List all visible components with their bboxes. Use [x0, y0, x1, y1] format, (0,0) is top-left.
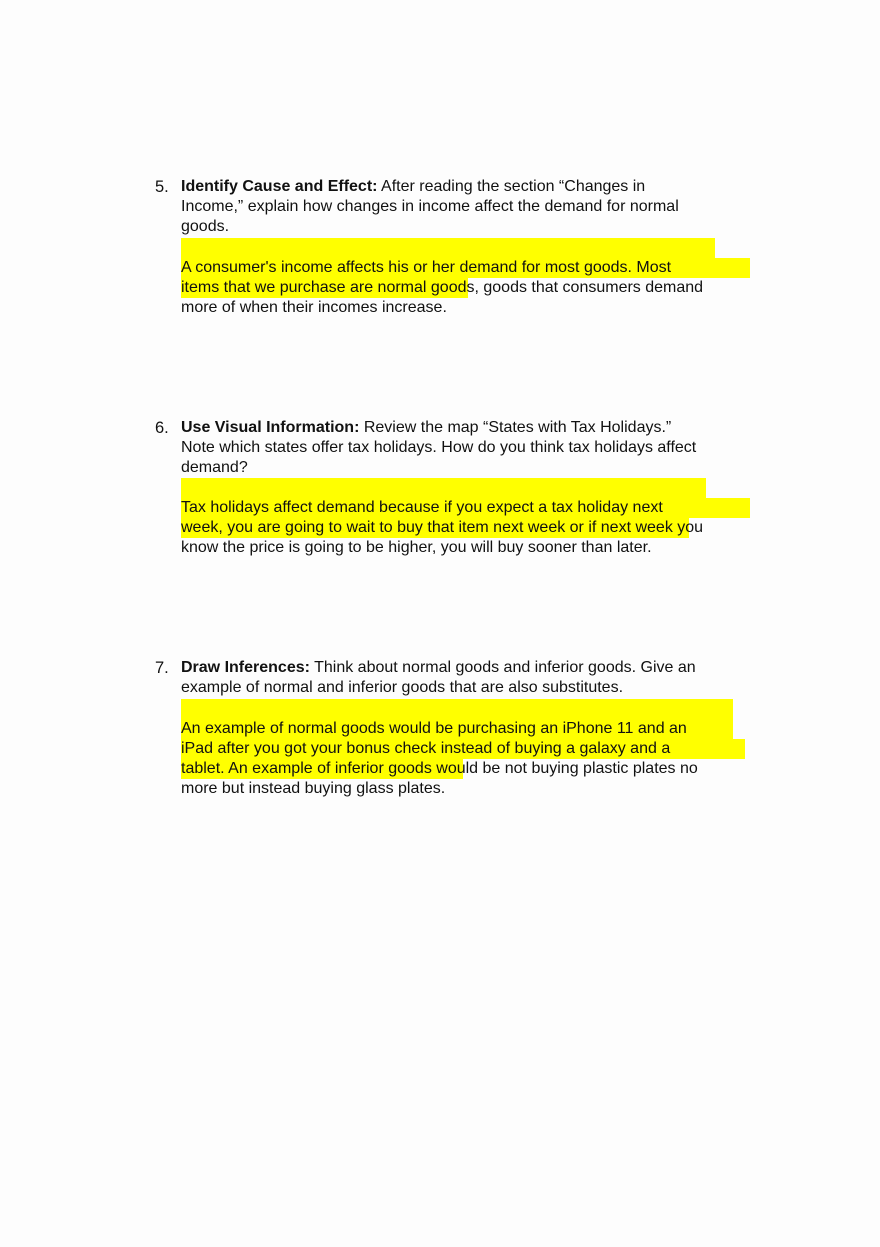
prompt-line: example of normal and inferior goods that are also substitutes. — [181, 679, 624, 696]
answer-line: iPad after you got your bonus check instead of buying a galaxy and a — [181, 740, 671, 757]
answer-line: A consumer's income affects his or her demand for most goods. Most — [181, 259, 672, 276]
question-heading: Identify Cause and Effect: — [181, 178, 378, 195]
answer-line: more but instead buying glass plates. — [181, 780, 446, 797]
question-number: 5. — [155, 178, 169, 196]
prompt-line: goods. — [181, 218, 230, 235]
highlight-blank-line — [181, 238, 715, 258]
prompt-line: Note which states offer tax holidays. How do you think tax holidays affect — [181, 439, 697, 456]
prompt-text: After reading the section “Changes in — [377, 178, 646, 195]
question-heading: Draw Inferences: — [181, 659, 310, 676]
answer-line: more of when their incomes increase. — [181, 299, 447, 316]
prompt-line — [181, 658, 696, 678]
answer-line: tablet. An example of inferior goods would be not buying plastic plates no — [181, 760, 698, 777]
question-number: 7. — [155, 659, 169, 677]
prompt-text: Think about normal goods and inferior goods. Give an — [309, 659, 696, 676]
answer-line: Tax holidays affect demand because if you expect a tax holiday next — [181, 499, 663, 516]
prompt-line: demand? — [181, 459, 248, 476]
highlight-blank-line — [181, 699, 733, 719]
answer-line: week, you are going to wait to buy that item next week or if next week you — [181, 519, 704, 536]
answer-line: items that we purchase are normal goods, goods that consumers demand — [181, 279, 704, 296]
question-number: 6. — [155, 419, 169, 437]
question-heading: Use Visual Information: — [181, 419, 360, 436]
highlight-blank-line — [181, 478, 706, 498]
answer-line: An example of normal goods would be purchasing an iPhone 11 and an — [181, 720, 687, 737]
answer-line: know the price is going to be higher, you will buy sooner than later. — [181, 539, 652, 556]
prompt-line — [181, 418, 671, 438]
prompt-text: Review the map “States with Tax Holidays.” — [359, 419, 672, 436]
prompt-line — [181, 177, 645, 197]
prompt-line: Income,” explain how changes in income affect the demand for normal — [181, 198, 679, 215]
